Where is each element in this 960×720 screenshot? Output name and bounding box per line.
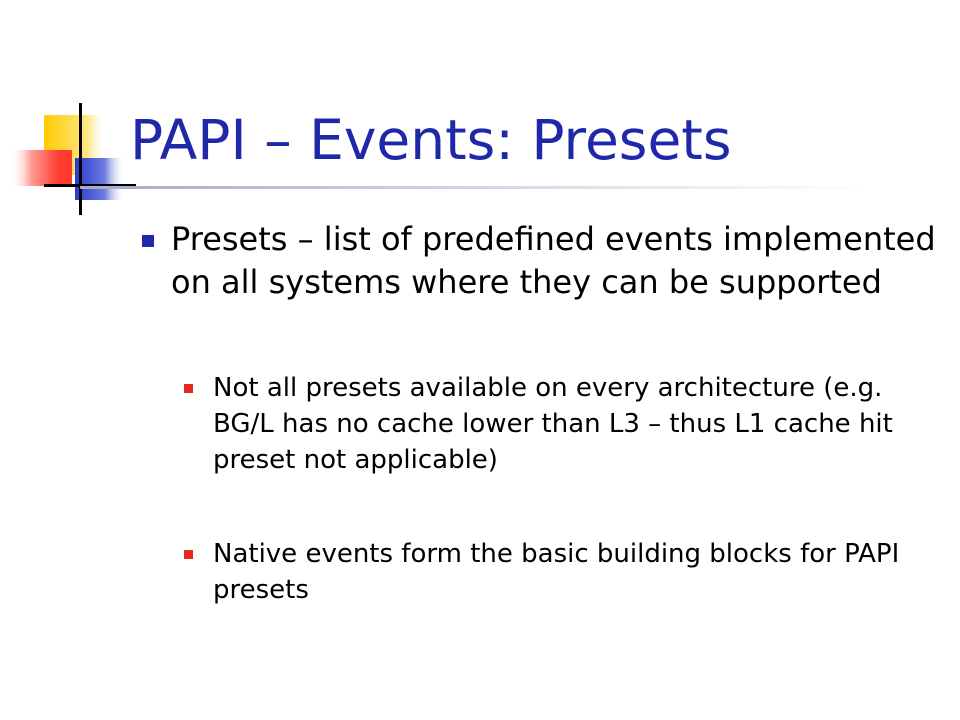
sub-bullet-text: Not all presets available on every architecture (e.g. BG/L has no cache lower than L3 – thus L1 cache hit preset not applicable) (213, 373, 893, 475)
bullet-item (130, 218, 940, 304)
slide-title: PAPI – Events: Presets (130, 108, 732, 172)
sub-bullet-list (172, 370, 942, 478)
square-bullet-icon (184, 550, 193, 559)
sub-bullet-item (172, 370, 942, 478)
sub-bullet-text: Native events form the basic building blocks for PAPI presets (213, 539, 900, 605)
slide-logo (0, 0, 140, 230)
sub-bullet-list-2 (172, 536, 942, 608)
bullet-list (130, 218, 940, 304)
sub-bullet-item (172, 536, 942, 608)
square-bullet-icon (184, 384, 193, 393)
square-bullet-icon (142, 235, 154, 247)
bullet-text: Presets – list of predefined events implemented on all systems where they can be supported (171, 220, 936, 301)
logo-vertical-line (79, 103, 82, 215)
logo-blue-square (75, 158, 125, 200)
logo-red-square (10, 150, 72, 186)
title-underline (80, 186, 870, 189)
